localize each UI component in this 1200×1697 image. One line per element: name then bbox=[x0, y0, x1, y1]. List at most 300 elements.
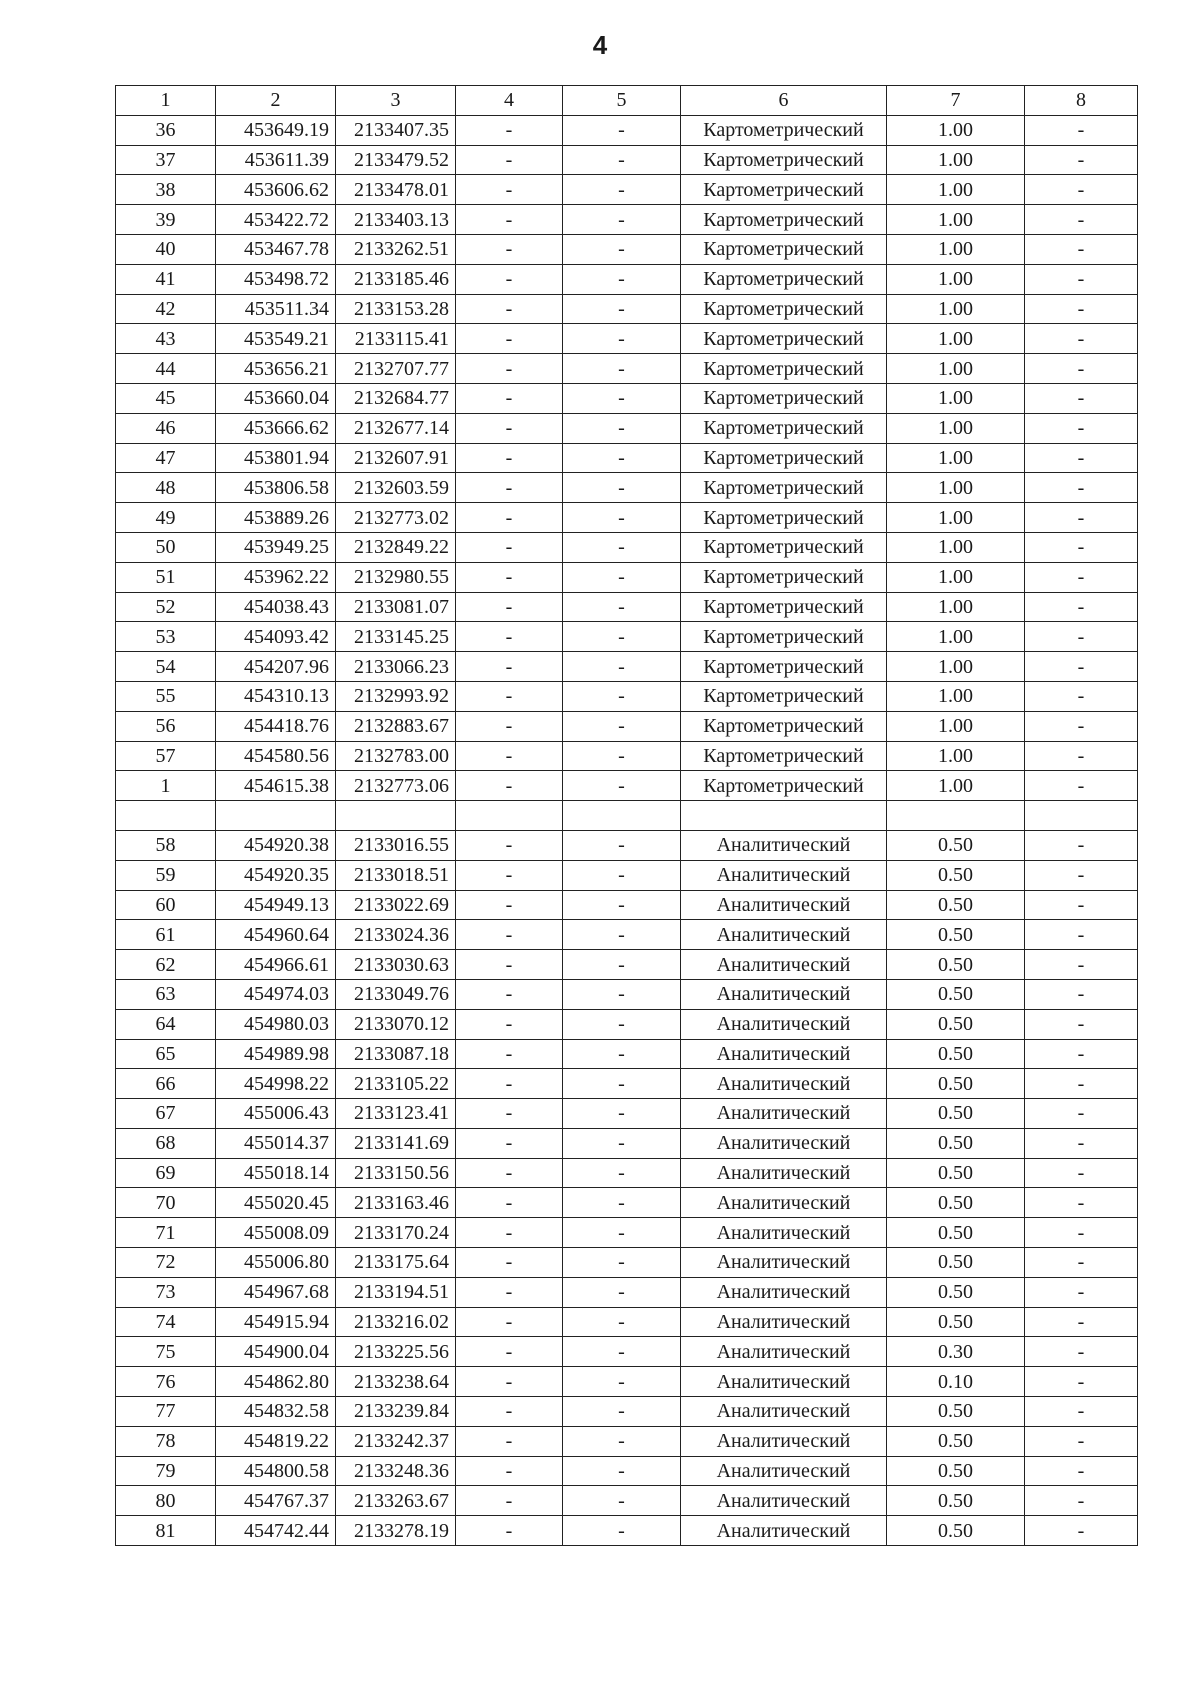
accuracy-cell: 1.00 bbox=[887, 503, 1025, 533]
y-coordinate-cell: 2133049.76 bbox=[336, 979, 456, 1009]
table-row bbox=[116, 503, 1138, 533]
col-5-value-cell: - bbox=[563, 741, 681, 771]
x-coordinate-cell: 453666.62 bbox=[216, 413, 336, 443]
x-coordinate-cell: 453611.39 bbox=[216, 145, 336, 175]
method-cell: Аналитический bbox=[681, 1367, 887, 1397]
y-coordinate-cell: 2133081.07 bbox=[336, 592, 456, 622]
header-col-3: 3 bbox=[336, 86, 456, 116]
x-coordinate-cell bbox=[216, 801, 336, 831]
col-8-value-cell: - bbox=[1025, 1397, 1138, 1427]
table-row bbox=[116, 264, 1138, 294]
col-5-value-cell: - bbox=[563, 890, 681, 920]
accuracy-cell: 1.00 bbox=[887, 771, 1025, 801]
col-5-value-cell: - bbox=[563, 354, 681, 384]
y-coordinate-cell: 2132773.06 bbox=[336, 771, 456, 801]
col-5-value-cell bbox=[563, 801, 681, 831]
accuracy-cell: 0.50 bbox=[887, 1099, 1025, 1129]
table-row bbox=[116, 920, 1138, 950]
x-coordinate-cell: 454093.42 bbox=[216, 622, 336, 652]
point-number-cell: 77 bbox=[116, 1397, 216, 1427]
point-number-cell: 44 bbox=[116, 354, 216, 384]
point-number-cell: 39 bbox=[116, 205, 216, 235]
col-8-value-cell: - bbox=[1025, 1099, 1138, 1129]
col-5-value-cell: - bbox=[563, 264, 681, 294]
col-4-value-cell: - bbox=[456, 205, 563, 235]
col-5-value-cell: - bbox=[563, 920, 681, 950]
accuracy-cell: 0.50 bbox=[887, 920, 1025, 950]
table-row bbox=[116, 473, 1138, 503]
point-number-cell: 42 bbox=[116, 294, 216, 324]
col-4-value-cell: - bbox=[456, 652, 563, 682]
x-coordinate-cell: 454949.13 bbox=[216, 890, 336, 920]
point-number-cell: 53 bbox=[116, 622, 216, 652]
y-coordinate-cell: 2133278.19 bbox=[336, 1516, 456, 1546]
accuracy-cell: 1.00 bbox=[887, 681, 1025, 711]
col-5-value-cell: - bbox=[563, 175, 681, 205]
point-number-cell: 72 bbox=[116, 1248, 216, 1278]
y-coordinate-cell: 2133016.55 bbox=[336, 830, 456, 860]
col-5-value-cell: - bbox=[563, 1397, 681, 1427]
accuracy-cell: 1.00 bbox=[887, 383, 1025, 413]
y-coordinate-cell: 2133403.13 bbox=[336, 205, 456, 235]
x-coordinate-cell: 454862.80 bbox=[216, 1367, 336, 1397]
col-4-value-cell: - bbox=[456, 1069, 563, 1099]
method-cell: Аналитический bbox=[681, 1397, 887, 1427]
accuracy-cell: 0.50 bbox=[887, 1009, 1025, 1039]
col-5-value-cell: - bbox=[563, 1069, 681, 1099]
col-4-value-cell: - bbox=[456, 830, 563, 860]
method-cell: Картометрический bbox=[681, 264, 887, 294]
table-row bbox=[116, 1516, 1138, 1546]
accuracy-cell: 0.10 bbox=[887, 1367, 1025, 1397]
col-4-value-cell: - bbox=[456, 1426, 563, 1456]
point-number-cell: 55 bbox=[116, 681, 216, 711]
table-row bbox=[116, 830, 1138, 860]
x-coordinate-cell: 454418.76 bbox=[216, 711, 336, 741]
point-number-cell: 46 bbox=[116, 413, 216, 443]
col-5-value-cell: - bbox=[563, 1307, 681, 1337]
point-number-cell: 61 bbox=[116, 920, 216, 950]
col-8-value-cell: - bbox=[1025, 532, 1138, 562]
table-row bbox=[116, 1307, 1138, 1337]
y-coordinate-cell: 2133185.46 bbox=[336, 264, 456, 294]
method-cell: Аналитический bbox=[681, 1456, 887, 1486]
x-coordinate-cell: 454038.43 bbox=[216, 592, 336, 622]
col-5-value-cell: - bbox=[563, 681, 681, 711]
col-4-value-cell: - bbox=[456, 1099, 563, 1129]
point-number-cell: 58 bbox=[116, 830, 216, 860]
point-number-cell: 59 bbox=[116, 860, 216, 890]
col-8-value-cell: - bbox=[1025, 354, 1138, 384]
accuracy-cell: 1.00 bbox=[887, 145, 1025, 175]
col-5-value-cell: - bbox=[563, 1009, 681, 1039]
col-4-value-cell: - bbox=[456, 741, 563, 771]
coordinates-table bbox=[115, 85, 1138, 1546]
table-row bbox=[116, 771, 1138, 801]
accuracy-cell: 1.00 bbox=[887, 532, 1025, 562]
col-8-value-cell: - bbox=[1025, 1337, 1138, 1367]
accuracy-cell: 1.00 bbox=[887, 622, 1025, 652]
point-number-cell: 56 bbox=[116, 711, 216, 741]
accuracy-cell: 1.00 bbox=[887, 175, 1025, 205]
method-cell: Картометрический bbox=[681, 383, 887, 413]
col-8-value-cell: - bbox=[1025, 324, 1138, 354]
col-5-value-cell: - bbox=[563, 145, 681, 175]
point-number-cell: 62 bbox=[116, 950, 216, 980]
table-row bbox=[116, 1009, 1138, 1039]
y-coordinate-cell: 2133141.69 bbox=[336, 1128, 456, 1158]
x-coordinate-cell: 454980.03 bbox=[216, 1009, 336, 1039]
method-cell: Аналитический bbox=[681, 1069, 887, 1099]
method-cell: Картометрический bbox=[681, 771, 887, 801]
method-cell: Аналитический bbox=[681, 1188, 887, 1218]
point-number-cell: 38 bbox=[116, 175, 216, 205]
col-8-value-cell: - bbox=[1025, 473, 1138, 503]
table-row bbox=[116, 562, 1138, 592]
point-number-cell: 50 bbox=[116, 532, 216, 562]
point-number-cell bbox=[116, 801, 216, 831]
method-cell: Картометрический bbox=[681, 622, 887, 652]
col-4-value-cell: - bbox=[456, 1158, 563, 1188]
accuracy-cell: 0.50 bbox=[887, 950, 1025, 980]
col-4-value-cell: - bbox=[456, 1456, 563, 1486]
col-4-value-cell: - bbox=[456, 681, 563, 711]
accuracy-cell: 0.50 bbox=[887, 1248, 1025, 1278]
method-cell: Аналитический bbox=[681, 1516, 887, 1546]
accuracy-cell: 0.50 bbox=[887, 1277, 1025, 1307]
x-coordinate-cell: 454989.98 bbox=[216, 1039, 336, 1069]
point-number-cell: 52 bbox=[116, 592, 216, 622]
x-coordinate-cell: 455018.14 bbox=[216, 1158, 336, 1188]
col-5-value-cell: - bbox=[563, 532, 681, 562]
col-5-value-cell: - bbox=[563, 1337, 681, 1367]
col-4-value-cell: - bbox=[456, 1397, 563, 1427]
x-coordinate-cell: 453498.72 bbox=[216, 264, 336, 294]
table-row bbox=[116, 950, 1138, 980]
col-4-value-cell: - bbox=[456, 771, 563, 801]
col-8-value-cell: - bbox=[1025, 205, 1138, 235]
col-4-value-cell: - bbox=[456, 324, 563, 354]
accuracy-cell: 1.00 bbox=[887, 264, 1025, 294]
col-8-value-cell: - bbox=[1025, 145, 1138, 175]
method-cell: Картометрический bbox=[681, 741, 887, 771]
col-8-value-cell: - bbox=[1025, 860, 1138, 890]
point-number-cell: 68 bbox=[116, 1128, 216, 1158]
table-row bbox=[116, 1069, 1138, 1099]
table-row bbox=[116, 860, 1138, 890]
page-number: 4 bbox=[592, 30, 608, 60]
table-row bbox=[116, 1099, 1138, 1129]
header-col-2: 2 bbox=[216, 86, 336, 116]
col-8-value-cell: - bbox=[1025, 920, 1138, 950]
col-5-value-cell: - bbox=[563, 1039, 681, 1069]
y-coordinate-cell: 2133170.24 bbox=[336, 1218, 456, 1248]
col-8-value-cell: - bbox=[1025, 830, 1138, 860]
table-row bbox=[116, 1456, 1138, 1486]
col-4-value-cell: - bbox=[456, 1128, 563, 1158]
col-5-value-cell: - bbox=[563, 473, 681, 503]
x-coordinate-cell: 454967.68 bbox=[216, 1277, 336, 1307]
table-row bbox=[116, 801, 1138, 831]
x-coordinate-cell: 453801.94 bbox=[216, 443, 336, 473]
x-coordinate-cell: 454615.38 bbox=[216, 771, 336, 801]
col-8-value-cell: - bbox=[1025, 1009, 1138, 1039]
method-cell: Картометрический bbox=[681, 473, 887, 503]
y-coordinate-cell: 2133239.84 bbox=[336, 1397, 456, 1427]
col-5-value-cell: - bbox=[563, 1456, 681, 1486]
table-row bbox=[116, 741, 1138, 771]
x-coordinate-cell: 453511.34 bbox=[216, 294, 336, 324]
method-cell: Аналитический bbox=[681, 1099, 887, 1129]
method-cell: Аналитический bbox=[681, 860, 887, 890]
accuracy-cell: 0.50 bbox=[887, 1307, 1025, 1337]
col-5-value-cell: - bbox=[563, 324, 681, 354]
col-8-value-cell: - bbox=[1025, 950, 1138, 980]
table-row bbox=[116, 383, 1138, 413]
col-4-value-cell: - bbox=[456, 1039, 563, 1069]
col-4-value-cell: - bbox=[456, 1367, 563, 1397]
table-header-row bbox=[116, 86, 1138, 116]
y-coordinate-cell: 2133022.69 bbox=[336, 890, 456, 920]
col-8-value-cell: - bbox=[1025, 503, 1138, 533]
y-coordinate-cell: 2133216.02 bbox=[336, 1307, 456, 1337]
col-4-value-cell: - bbox=[456, 413, 563, 443]
table-row bbox=[116, 443, 1138, 473]
x-coordinate-cell: 454998.22 bbox=[216, 1069, 336, 1099]
table-row bbox=[116, 1158, 1138, 1188]
col-4-value-cell: - bbox=[456, 562, 563, 592]
y-coordinate-cell: 2133066.23 bbox=[336, 652, 456, 682]
point-number-cell: 76 bbox=[116, 1367, 216, 1397]
col-8-value-cell: - bbox=[1025, 592, 1138, 622]
y-coordinate-cell: 2133407.35 bbox=[336, 115, 456, 145]
accuracy-cell: 1.00 bbox=[887, 324, 1025, 354]
col-8-value-cell: - bbox=[1025, 562, 1138, 592]
table-row bbox=[116, 1039, 1138, 1069]
col-4-value-cell: - bbox=[456, 920, 563, 950]
x-coordinate-cell: 454742.44 bbox=[216, 1516, 336, 1546]
table-row bbox=[116, 1367, 1138, 1397]
y-coordinate-cell: 2133225.56 bbox=[336, 1337, 456, 1367]
accuracy-cell: 1.00 bbox=[887, 562, 1025, 592]
table-row bbox=[116, 205, 1138, 235]
col-8-value-cell: - bbox=[1025, 1456, 1138, 1486]
col-8-value-cell: - bbox=[1025, 1248, 1138, 1278]
method-cell: Картометрический bbox=[681, 294, 887, 324]
method-cell: Картометрический bbox=[681, 175, 887, 205]
y-coordinate-cell: 2133263.67 bbox=[336, 1486, 456, 1516]
method-cell: Аналитический bbox=[681, 830, 887, 860]
col-5-value-cell: - bbox=[563, 443, 681, 473]
point-number-cell: 36 bbox=[116, 115, 216, 145]
col-4-value-cell bbox=[456, 801, 563, 831]
col-4-value-cell: - bbox=[456, 890, 563, 920]
col-5-value-cell: - bbox=[563, 205, 681, 235]
table-row bbox=[116, 294, 1138, 324]
method-cell: Картометрический bbox=[681, 711, 887, 741]
table-row bbox=[116, 1486, 1138, 1516]
method-cell: Картометрический bbox=[681, 592, 887, 622]
y-coordinate-cell: 2133123.41 bbox=[336, 1099, 456, 1129]
y-coordinate-cell bbox=[336, 801, 456, 831]
accuracy-cell: 0.50 bbox=[887, 1397, 1025, 1427]
col-8-value-cell: - bbox=[1025, 1039, 1138, 1069]
accuracy-cell: 1.00 bbox=[887, 592, 1025, 622]
y-coordinate-cell: 2133024.36 bbox=[336, 920, 456, 950]
y-coordinate-cell: 2133150.56 bbox=[336, 1158, 456, 1188]
y-coordinate-cell: 2133479.52 bbox=[336, 145, 456, 175]
table-row bbox=[116, 413, 1138, 443]
point-number-cell: 43 bbox=[116, 324, 216, 354]
col-5-value-cell: - bbox=[563, 294, 681, 324]
point-number-cell: 41 bbox=[116, 264, 216, 294]
col-5-value-cell: - bbox=[563, 1218, 681, 1248]
col-4-value-cell: - bbox=[456, 1486, 563, 1516]
x-coordinate-cell: 454819.22 bbox=[216, 1426, 336, 1456]
accuracy-cell: 1.00 bbox=[887, 413, 1025, 443]
method-cell: Картометрический bbox=[681, 205, 887, 235]
point-number-cell: 48 bbox=[116, 473, 216, 503]
y-coordinate-cell: 2132607.91 bbox=[336, 443, 456, 473]
y-coordinate-cell: 2133175.64 bbox=[336, 1248, 456, 1278]
accuracy-cell: 0.50 bbox=[887, 890, 1025, 920]
col-5-value-cell: - bbox=[563, 503, 681, 533]
y-coordinate-cell: 2132677.14 bbox=[336, 413, 456, 443]
method-cell: Аналитический bbox=[681, 1337, 887, 1367]
point-number-cell: 80 bbox=[116, 1486, 216, 1516]
col-4-value-cell: - bbox=[456, 383, 563, 413]
table-row bbox=[116, 532, 1138, 562]
point-number-cell: 54 bbox=[116, 652, 216, 682]
method-cell: Аналитический bbox=[681, 1307, 887, 1337]
y-coordinate-cell: 2133105.22 bbox=[336, 1069, 456, 1099]
accuracy-cell bbox=[887, 801, 1025, 831]
table-row bbox=[116, 622, 1138, 652]
method-cell: Аналитический bbox=[681, 1426, 887, 1456]
method-cell: Картометрический bbox=[681, 681, 887, 711]
table-row bbox=[116, 652, 1138, 682]
x-coordinate-cell: 453467.78 bbox=[216, 234, 336, 264]
point-number-cell: 40 bbox=[116, 234, 216, 264]
point-number-cell: 1 bbox=[116, 771, 216, 801]
col-8-value-cell: - bbox=[1025, 622, 1138, 652]
point-number-cell: 71 bbox=[116, 1218, 216, 1248]
point-number-cell: 66 bbox=[116, 1069, 216, 1099]
col-4-value-cell: - bbox=[456, 532, 563, 562]
table-row bbox=[116, 1248, 1138, 1278]
x-coordinate-cell: 453606.62 bbox=[216, 175, 336, 205]
method-cell: Картометрический bbox=[681, 562, 887, 592]
accuracy-cell: 0.50 bbox=[887, 830, 1025, 860]
col-5-value-cell: - bbox=[563, 562, 681, 592]
y-coordinate-cell: 2133115.41 bbox=[336, 324, 456, 354]
table-row bbox=[116, 1277, 1138, 1307]
x-coordinate-cell: 453422.72 bbox=[216, 205, 336, 235]
accuracy-cell: 0.50 bbox=[887, 1516, 1025, 1546]
point-number-cell: 63 bbox=[116, 979, 216, 1009]
accuracy-cell: 1.00 bbox=[887, 115, 1025, 145]
y-coordinate-cell: 2133163.46 bbox=[336, 1188, 456, 1218]
header-col-7: 7 bbox=[887, 86, 1025, 116]
accuracy-cell: 0.50 bbox=[887, 1158, 1025, 1188]
col-5-value-cell: - bbox=[563, 771, 681, 801]
y-coordinate-cell: 2132707.77 bbox=[336, 354, 456, 384]
table-row bbox=[116, 1188, 1138, 1218]
x-coordinate-cell: 455020.45 bbox=[216, 1188, 336, 1218]
y-coordinate-cell: 2132783.00 bbox=[336, 741, 456, 771]
point-number-cell: 51 bbox=[116, 562, 216, 592]
x-coordinate-cell: 454800.58 bbox=[216, 1456, 336, 1486]
col-4-value-cell: - bbox=[456, 1248, 563, 1278]
col-4-value-cell: - bbox=[456, 592, 563, 622]
col-8-value-cell: - bbox=[1025, 1486, 1138, 1516]
col-5-value-cell: - bbox=[563, 652, 681, 682]
col-8-value-cell: - bbox=[1025, 443, 1138, 473]
table-row bbox=[116, 1397, 1138, 1427]
x-coordinate-cell: 453656.21 bbox=[216, 354, 336, 384]
col-8-value-cell: - bbox=[1025, 1426, 1138, 1456]
col-4-value-cell: - bbox=[456, 175, 563, 205]
x-coordinate-cell: 453649.19 bbox=[216, 115, 336, 145]
method-cell: Аналитический bbox=[681, 1039, 887, 1069]
accuracy-cell: 1.00 bbox=[887, 294, 1025, 324]
y-coordinate-cell: 2133478.01 bbox=[336, 175, 456, 205]
y-coordinate-cell: 2133087.18 bbox=[336, 1039, 456, 1069]
point-number-cell: 74 bbox=[116, 1307, 216, 1337]
col-8-value-cell: - bbox=[1025, 1188, 1138, 1218]
col-4-value-cell: - bbox=[456, 622, 563, 652]
col-4-value-cell: - bbox=[456, 145, 563, 175]
col-4-value-cell: - bbox=[456, 503, 563, 533]
y-coordinate-cell: 2133153.28 bbox=[336, 294, 456, 324]
accuracy-cell: 0.50 bbox=[887, 1426, 1025, 1456]
col-8-value-cell: - bbox=[1025, 741, 1138, 771]
col-4-value-cell: - bbox=[456, 294, 563, 324]
y-coordinate-cell: 2132980.55 bbox=[336, 562, 456, 592]
table-row bbox=[116, 175, 1138, 205]
method-cell: Аналитический bbox=[681, 979, 887, 1009]
x-coordinate-cell: 455006.43 bbox=[216, 1099, 336, 1129]
table-row bbox=[116, 145, 1138, 175]
x-coordinate-cell: 454915.94 bbox=[216, 1307, 336, 1337]
accuracy-cell: 0.50 bbox=[887, 1188, 1025, 1218]
col-4-value-cell: - bbox=[456, 1277, 563, 1307]
method-cell: Картометрический bbox=[681, 145, 887, 175]
point-number-cell: 45 bbox=[116, 383, 216, 413]
col-4-value-cell: - bbox=[456, 1218, 563, 1248]
col-5-value-cell: - bbox=[563, 1248, 681, 1278]
point-number-cell: 60 bbox=[116, 890, 216, 920]
method-cell: Аналитический bbox=[681, 1009, 887, 1039]
table-row bbox=[116, 592, 1138, 622]
method-cell: Аналитический bbox=[681, 920, 887, 950]
col-5-value-cell: - bbox=[563, 622, 681, 652]
col-5-value-cell: - bbox=[563, 711, 681, 741]
col-4-value-cell: - bbox=[456, 950, 563, 980]
table-row bbox=[116, 234, 1138, 264]
col-5-value-cell: - bbox=[563, 860, 681, 890]
col-4-value-cell: - bbox=[456, 264, 563, 294]
col-5-value-cell: - bbox=[563, 592, 681, 622]
method-cell: Аналитический bbox=[681, 1158, 887, 1188]
method-cell: Картометрический bbox=[681, 503, 887, 533]
col-8-value-cell: - bbox=[1025, 1307, 1138, 1337]
method-cell: Аналитический bbox=[681, 1218, 887, 1248]
accuracy-cell: 0.50 bbox=[887, 1069, 1025, 1099]
x-coordinate-cell: 453549.21 bbox=[216, 324, 336, 354]
col-4-value-cell: - bbox=[456, 1188, 563, 1218]
x-coordinate-cell: 454960.64 bbox=[216, 920, 336, 950]
